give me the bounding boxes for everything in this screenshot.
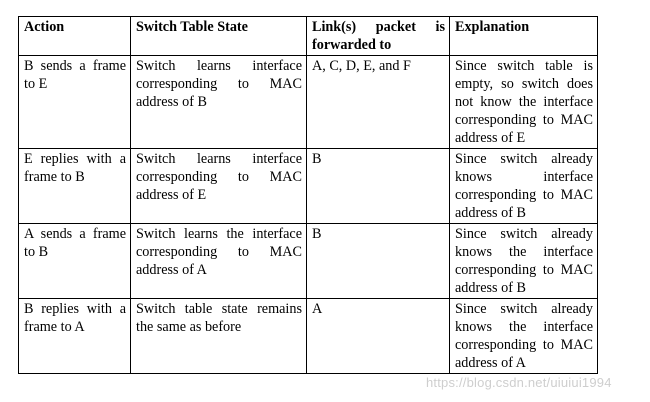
cell-links-forwarded: A — [307, 299, 450, 374]
table-row — [19, 224, 598, 299]
watermark: https://blog.csdn.net/uiuiui1994 — [426, 375, 612, 390]
switch-table — [18, 16, 598, 374]
header-explanation: Explanation — [450, 17, 598, 56]
header-row — [19, 17, 598, 56]
cell-explanation: Since switch already knows interface corresponding to MAC address of B — [450, 149, 598, 224]
cell-action: B sends a frame to E — [19, 56, 131, 149]
cell-explanation: Since switch already knows the interface corresponding to MAC address of A — [450, 299, 598, 374]
cell-links-forwarded: A, C, D, E, and F — [307, 56, 450, 149]
header-action: Action — [19, 17, 131, 56]
cell-switch-table-state: Switch learns interface corresponding to MAC address of E — [131, 149, 307, 224]
cell-switch-table-state: Switch learns the interface corresponding to MAC address of A — [131, 224, 307, 299]
table-row — [19, 56, 598, 149]
cell-action: E replies with a frame to B — [19, 149, 131, 224]
cell-action: B replies with a frame to A — [19, 299, 131, 374]
cell-explanation: Since switch already knows the interface corresponding to MAC address of B — [450, 224, 598, 299]
cell-links-forwarded: B — [307, 224, 450, 299]
table-row — [19, 149, 598, 224]
table-row — [19, 299, 598, 374]
cell-action: A sends a frame to B — [19, 224, 131, 299]
cell-links-forwarded: B — [307, 149, 450, 224]
header-switch-table-state: Switch Table State — [131, 17, 307, 56]
cell-explanation: Since switch table is empty, so switch does not know the interface corresponding to MAC address of E — [450, 56, 598, 149]
cell-switch-table-state: Switch learns interface corresponding to MAC address of B — [131, 56, 307, 149]
header-links-forwarded: Link(s) packet is forwarded to — [307, 17, 450, 56]
cell-switch-table-state: Switch table state remains the same as before — [131, 299, 307, 374]
